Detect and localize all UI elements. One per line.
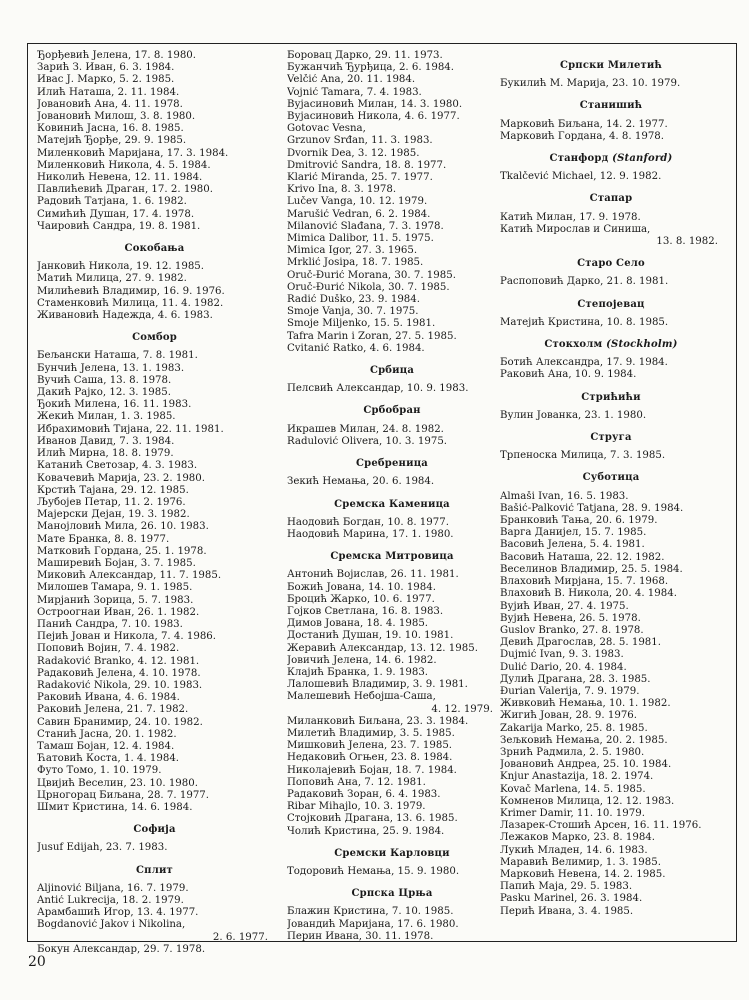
section-heading: Сплит: [136, 864, 173, 876]
entry-line: Чолић Кристина, 25. 9. 1984.: [287, 825, 445, 837]
column-1: [37, 50, 272, 956]
entry-line: Lučev Vanga, 10. 12. 1979.: [287, 196, 428, 208]
entry-line: Катић Милан, 17. 9. 1978.: [500, 211, 641, 223]
entry-line: Oruč-Đurić Nikola, 30. 7. 1985.: [287, 281, 450, 293]
entry-line: Шмит Кристина, 14. 6. 1984.: [37, 801, 193, 813]
entry-line: Пелсвић Александар, 10. 9. 1983.: [287, 383, 469, 395]
entry-line: Марковић Невена, 14. 2. 1985.: [500, 868, 666, 880]
entry-line: Вујасиновић Милан, 14. 3. 1980.: [287, 98, 463, 110]
entry-line: Матејић Кристина, 10. 8. 1985.: [500, 316, 669, 328]
entry-line: Димов Јована, 18. 4. 1985.: [287, 618, 429, 630]
entry-line: 2. 6. 1977.: [212, 931, 268, 943]
entry-line: Крстић Тајана, 29. 12. 1985.: [37, 484, 189, 496]
entry-line: Савин Бранимир, 24. 10. 1982.: [37, 716, 203, 728]
entry-line: Влаховић Мирјана, 15. 7. 1968.: [500, 576, 669, 588]
entry-line: Достанић Душан, 19. 10. 1981.: [287, 630, 454, 642]
entry-line: Црногорац Биљана, 28. 7. 1977.: [37, 789, 210, 801]
entry-line: Катанић Светозар, 4. 3. 1983.: [37, 460, 198, 472]
entry-line: Милошев Тамара, 9. 1. 1985.: [37, 582, 193, 594]
entry-line: Зељковић Немања, 20. 2. 1985.: [500, 734, 668, 746]
entry-line: Radić Duško, 23. 9. 1984.: [287, 294, 421, 306]
entry-line: Mrklić Josipa, 18. 7. 1985.: [287, 257, 424, 269]
entry-line: Веселинов Владимир, 25. 5. 1984.: [500, 563, 683, 575]
entry-line: Bašić-Palković Tatjana, 28. 9. 1984.: [500, 502, 684, 514]
entry-line: Тодоровић Немања, 15. 9. 1980.: [287, 865, 460, 877]
entry-line: Јовичић Јелена, 14. 6. 1982.: [287, 654, 437, 666]
entry-line: Бељански Наташа, 7. 8. 1981.: [37, 350, 198, 362]
entry-line: Ђорђевић Јелена, 17. 8. 1980.: [37, 50, 197, 61]
entry-line: Зекић Немања, 20. 6. 1984.: [287, 476, 435, 488]
entry-line: Илић Наташа, 2. 11. 1984.: [37, 86, 180, 98]
entry-line: Oruč-Đurić Morana, 30. 7. 1985.: [287, 269, 456, 281]
entry-line: Gotovac Vesna,: [287, 123, 366, 135]
entry-line: Klarić Miranda, 25. 7. 1977.: [287, 172, 433, 184]
entry-line: Krivo Ina, 8. 3. 1978.: [287, 184, 397, 196]
entry-line: Стаменковић Милица, 11. 4. 1982.: [37, 297, 224, 309]
column-3: [500, 50, 722, 918]
section-heading: Србица: [369, 365, 415, 377]
entry-line: Dmitrović Sandra, 18. 8. 1977.: [287, 159, 447, 171]
entry-line: Вујић Иван, 27. 4. 1975.: [500, 600, 629, 612]
entry-line: Radaković Branko, 4. 12. 1981.: [37, 655, 200, 667]
entry-line: Поповић Ана, 7. 12. 1981.: [287, 776, 426, 788]
entry-line: Dujmić Ivan, 9. 3. 1983.: [500, 649, 624, 661]
entry-line: Дулић Драгана, 28. 3. 1985.: [500, 673, 651, 685]
entry-line: Наодовић Марина, 17. 1. 1980.: [287, 528, 454, 540]
entry-line: Матић Милица, 27. 9. 1982.: [37, 273, 187, 285]
entry-line: Чаировић Сандра, 19. 8. 1981.: [37, 220, 201, 232]
entry-line: Almaši Ivan, 16. 5. 1983.: [500, 490, 629, 502]
section-heading: Српски Милетић: [559, 60, 663, 71]
entry-line: Вучић Саша, 13. 8. 1978.: [37, 374, 172, 386]
entry-line: Бужанчић Ђурђица, 2. 6. 1984.: [287, 62, 455, 74]
entry-line: Гојков Светлана, 16. 8. 1983.: [287, 605, 444, 617]
entry-line: Николић Невена, 12. 11. 1984.: [37, 172, 203, 184]
entry-line: Цвијић Веселин, 23. 10. 1980.: [37, 777, 198, 789]
entry-line: Манојловић Мила, 26. 10. 1983.: [37, 521, 209, 533]
entry-line: Зрнић Радмила, 2. 5. 1980.: [500, 746, 645, 758]
entry-line: Ковачевић Марија, 23. 2. 1980.: [37, 472, 206, 484]
entry-line: Бокун Александар, 29. 7. 1978.: [37, 943, 206, 955]
entry-line: Васовић Јелена, 5. 4. 1981.: [500, 539, 645, 551]
entry-line: Наодовић Богдан, 10. 8. 1977.: [287, 516, 449, 528]
entry-line: Cvitanić Ratko, 4. 6. 1984.: [287, 342, 425, 354]
entry-line: Лалошевић Владимир, 3. 9. 1981.: [287, 679, 468, 691]
entry-line: Mimica Dalibor, 11. 5. 1975.: [287, 233, 434, 245]
section-heading: Старо Село: [577, 258, 645, 270]
section-heading: Сремски Карловци: [334, 847, 450, 859]
section-heading: Сребреница: [356, 458, 428, 470]
entry-line: Tafra Marin i Zoran, 27. 5. 1985.: [287, 330, 457, 342]
entry-line: Мате Бранка, 8. 8. 1977.: [37, 533, 170, 545]
entry-line: Antić Lukrecija, 18. 2. 1979.: [37, 895, 184, 906]
entry-line: Tkalčević Michael, 12. 9. 1982.: [500, 171, 662, 183]
entry-line: Трпеноска Милица, 7. 3. 1985.: [500, 450, 666, 462]
entry-line: Zakarija Marko, 25. 8. 1985.: [500, 722, 648, 734]
entry-line: Ribar Mihajlo, 10. 3. 1979.: [287, 801, 426, 813]
entry-line: Живановић Надежда, 4. 6. 1983.: [37, 310, 213, 322]
entry-line: Миланковић Биљана, 23. 3. 1984.: [287, 715, 469, 727]
entry-line: Мирјанић Зорица, 5. 7. 1983.: [37, 594, 194, 606]
entry-line: Катић Мирослав и Синиша,: [500, 223, 651, 235]
section-heading: Станишић: [579, 100, 643, 112]
entry-line: Блажин Кристина, 7. 10. 1985.: [287, 906, 454, 918]
entry-line: Панић Сандра, 7. 10. 1983.: [37, 618, 183, 630]
entry-line: Лазарек-Стошић Арсен, 16. 11. 1976.: [500, 820, 702, 832]
entry-line: Вулин Јованка, 23. 1. 1980.: [500, 409, 647, 421]
entry-line: Лежаков Марко, 23. 8. 1984.: [500, 832, 656, 844]
entry-line: Вујасиновић Никола, 4. 6. 1977.: [287, 111, 460, 123]
entry-line: Радаковић Јелена, 4. 10. 1978.: [37, 667, 201, 679]
section-heading: Сокобања: [124, 243, 185, 255]
section-heading: Степојевац: [577, 298, 645, 310]
entry-line: Бунчић Јелена, 13. 1. 1983.: [37, 362, 185, 374]
entry-line: Đurian Valerija, 7. 9. 1979.: [500, 685, 640, 697]
entry-line: Поповић Војин, 7. 4. 1982.: [37, 643, 180, 655]
entry-line: Радаковић Зоран, 6. 4. 1983.: [287, 788, 441, 800]
entry-line: Арамбашић Игор, 13. 4. 1977.: [37, 907, 199, 919]
entry-line: Остроогнаи Иван, 26. 1. 1982.: [37, 606, 200, 618]
entry-line: Dulić Dario, 20. 4. 1984.: [500, 661, 627, 673]
entry-line: Guslov Branko, 27. 8. 1978.: [500, 624, 644, 636]
entry-line: Smoje Vanja, 30. 7. 1975.: [287, 306, 419, 318]
entry-line: Мајерски Дејан, 19. 3. 1982.: [37, 509, 190, 521]
section-heading: Стокхолм (Stockholm): [544, 339, 678, 351]
entry-line: Smoje Miljenko, 15. 5. 1981.: [287, 318, 436, 330]
entry-line: Krimer Damir, 11. 10. 1979.: [500, 807, 645, 819]
entry-line: Kovač Marlena, 14. 5. 1985.: [500, 783, 646, 795]
entry-line: Јовановић Милош, 3. 8. 1980.: [37, 111, 196, 123]
entry-line: Миковић Александар, 11. 7. 1985.: [37, 570, 222, 582]
entry-line: Недаковић Огњен, 23. 8. 1984.: [287, 752, 453, 764]
entry-line: Маширевић Бојан, 3. 7. 1985.: [37, 557, 196, 569]
entry-line: Ботић Александра, 17. 9. 1984.: [500, 357, 668, 369]
entry-line: Жеравић Александар, 13. 12. 1985.: [287, 642, 478, 654]
entry-line: Броцић Жарко, 10. 6. 1977.: [287, 593, 435, 605]
section-heading: Српска Црња: [351, 888, 433, 900]
entry-line: Милићевић Владимир, 16. 9. 1976.: [37, 285, 225, 297]
section-heading: Србобран: [363, 405, 421, 417]
entry-line: Девић Драгослав, 28. 5. 1981.: [500, 637, 662, 649]
entry-line: Жигић Јован, 28. 9. 1976.: [500, 710, 638, 722]
entry-line: Ибрахимовић Тијана, 22. 11. 1981.: [37, 423, 224, 435]
entry-line: Матејић Ђорђе, 29. 9. 1985.: [37, 135, 187, 147]
entry-line: Aljinović Biljana, 16. 7. 1979.: [37, 882, 189, 894]
section-heading: Сремска Митровица: [330, 551, 454, 563]
entry-line: Перин Ивана, 30. 11. 1978.: [287, 930, 434, 942]
entry-line: Бранковић Тања, 20. 6. 1979.: [500, 515, 658, 527]
entry-line: Вујић Невена, 26. 5. 1978.: [500, 612, 641, 624]
entry-line: Лукић Младен, 14. 6. 1983.: [500, 844, 648, 856]
entry-line: Распоповић Дарко, 21. 8. 1981.: [500, 276, 669, 288]
entry-line: Љубојев Петар, 11. 2. 1976.: [37, 496, 186, 508]
entry-line: Перић Ивана, 3. 4. 1985.: [500, 905, 634, 917]
entry-line: Grzunov Srđan, 11. 3. 1983.: [287, 135, 433, 147]
entry-line: Радовић Татјана, 1. 6. 1982.: [37, 196, 187, 208]
entry-line: Зарић З. Иван, 6. 3. 1984.: [37, 62, 175, 74]
entry-line: Ђокић Милена, 16. 11. 1983.: [37, 399, 192, 411]
entry-line: Клајић Бранка, 1. 9. 1983.: [287, 666, 429, 678]
entry-line: Живковић Немања, 10. 1. 1982.: [500, 698, 671, 710]
entry-line: Матковић Гордана, 25. 1. 1978.: [37, 545, 207, 557]
entry-line: Миленковић Никола, 4. 5. 1984.: [37, 159, 211, 171]
entry-line: Икрашев Милан, 24. 8. 1982.: [287, 423, 444, 435]
entry-line: Раковић Ана, 10. 9. 1984.: [500, 369, 637, 381]
section-heading: Стапар: [589, 193, 633, 205]
entry-line: Антонић Војислав, 26. 11. 1981.: [287, 569, 459, 581]
entry-line: Маравић Велимир, 1. 3. 1985.: [500, 856, 661, 868]
entry-line: Комненов Милица, 12. 12. 1983.: [500, 795, 675, 807]
entry-line: Marušić Vedran, 6. 2. 1984.: [287, 208, 431, 220]
entry-line: Марковић Биљана, 14. 2. 1977.: [500, 118, 668, 130]
entry-line: Ковинић Јасна, 16. 8. 1985.: [37, 123, 184, 135]
entry-line: Варга Данијел, 15. 7. 1985.: [500, 527, 647, 539]
entry-line: Симићић Душан, 17. 4. 1978.: [37, 208, 195, 220]
entry-line: Иванов Давид, 7. 3. 1984.: [37, 435, 175, 447]
entry-line: Пејић Јован и Никола, 7. 4. 1986.: [37, 631, 217, 643]
entry-line: Стојковић Драгана, 13. 6. 1985.: [287, 813, 458, 825]
entry-line: Букилић М. Марија, 23. 10. 1979.: [500, 78, 681, 90]
entry-line: Николајевић Бојан, 18. 7. 1984.: [287, 764, 457, 776]
entry-line: 13. 8. 1982.: [656, 236, 718, 248]
entry-line: Влаховић В. Никола, 20. 4. 1984.: [500, 588, 677, 600]
entry-line: Ивас Ј. Марко, 5. 2. 1985.: [37, 74, 175, 86]
entry-line: Jusuf Edijah, 23. 7. 1983.: [37, 842, 168, 854]
entry-line: Radulović Olivera, 10. 3. 1975.: [287, 435, 448, 447]
column-2: [287, 50, 497, 943]
entry-line: Radaković Nikola, 29. 10. 1983.: [37, 679, 203, 691]
entry-line: Жекић Милан, 1. 3. 1985.: [37, 411, 176, 423]
section-heading: Суботица: [582, 472, 640, 484]
entry-line: Миленковић Маријана, 17. 3. 1984.: [37, 147, 229, 159]
entry-line: Футо Томо, 1. 10. 1979.: [37, 765, 162, 777]
entry-line: Pasku Marinel, 26. 3. 1984.: [500, 893, 643, 905]
entry-line: Тамаш Бојан, 12. 4. 1984.: [37, 740, 175, 752]
entry-line: Боровац Дарко, 29. 11. 1973.: [287, 50, 443, 61]
entry-line: Јанковић Никола, 19. 12. 1985.: [37, 261, 205, 273]
entry-line: Milanović Slađana, 7. 3. 1978.: [287, 220, 444, 232]
entry-line: Марковић Гордана, 4. 8. 1978.: [500, 130, 665, 142]
entry-line: Раковић Јелена, 21. 7. 1982.: [37, 704, 189, 716]
entry-line: Knjur Anastazija, 18. 2. 1974.: [500, 771, 654, 783]
entry-line: Мишковић Јелена, 23. 7. 1985.: [287, 740, 453, 752]
entry-line: Раковић Ивана, 4. 6. 1984.: [37, 692, 180, 704]
entry-line: Velčić Ana, 20. 11. 1984.: [287, 74, 416, 86]
section-heading: Софија: [133, 824, 176, 836]
entry-line: Ћатовић Коста, 1. 4. 1984.: [37, 753, 180, 765]
entry-line: Папић Маја, 29. 5. 1983.: [500, 881, 633, 893]
entry-line: Павлићевић Драган, 17. 2. 1980.: [37, 184, 213, 196]
entry-line: Малешевић Небојша-Саша,: [287, 691, 436, 703]
entry-line: Станић Јасна, 20. 1. 1982.: [37, 728, 177, 740]
entry-line: Јовановић Ана, 4. 11. 1978.: [37, 98, 183, 110]
entry-line: Дакић Рајко, 12. 3. 1985.: [37, 387, 171, 399]
section-heading: Сомбор: [132, 332, 177, 344]
entry-line: Божић Јована, 14. 10. 1984.: [287, 581, 436, 593]
entry-line: Јовандић Маријана, 17. 6. 1980.: [287, 918, 459, 930]
entry-line: Јовановић Андреа, 25. 10. 1984.: [500, 759, 672, 771]
section-heading: Стрићићи: [581, 391, 641, 403]
entry-line: Васовић Наташа, 22. 12. 1982.: [500, 551, 665, 563]
entry-line: Илић Мирна, 18. 8. 1979.: [37, 448, 174, 460]
section-heading: Сремска Каменица: [334, 498, 450, 510]
section-heading: Струга: [590, 432, 632, 444]
entry-line: Dvornik Dea, 3. 12. 1985.: [287, 147, 420, 159]
entry-line: 4. 12. 1979.: [431, 703, 493, 715]
entry-line: Bogdanović Jakov i Nikolina,: [37, 919, 186, 931]
entry-line: Vojnić Tamara, 7. 4. 1983.: [287, 86, 422, 98]
entry-line: Милетић Владимир, 3. 5. 1985.: [287, 727, 455, 739]
entry-line: Mimica Igor, 27. 3. 1965.: [287, 245, 418, 257]
section-heading: Станфорд (Stanford): [549, 153, 673, 165]
page-number: 20: [28, 954, 46, 970]
